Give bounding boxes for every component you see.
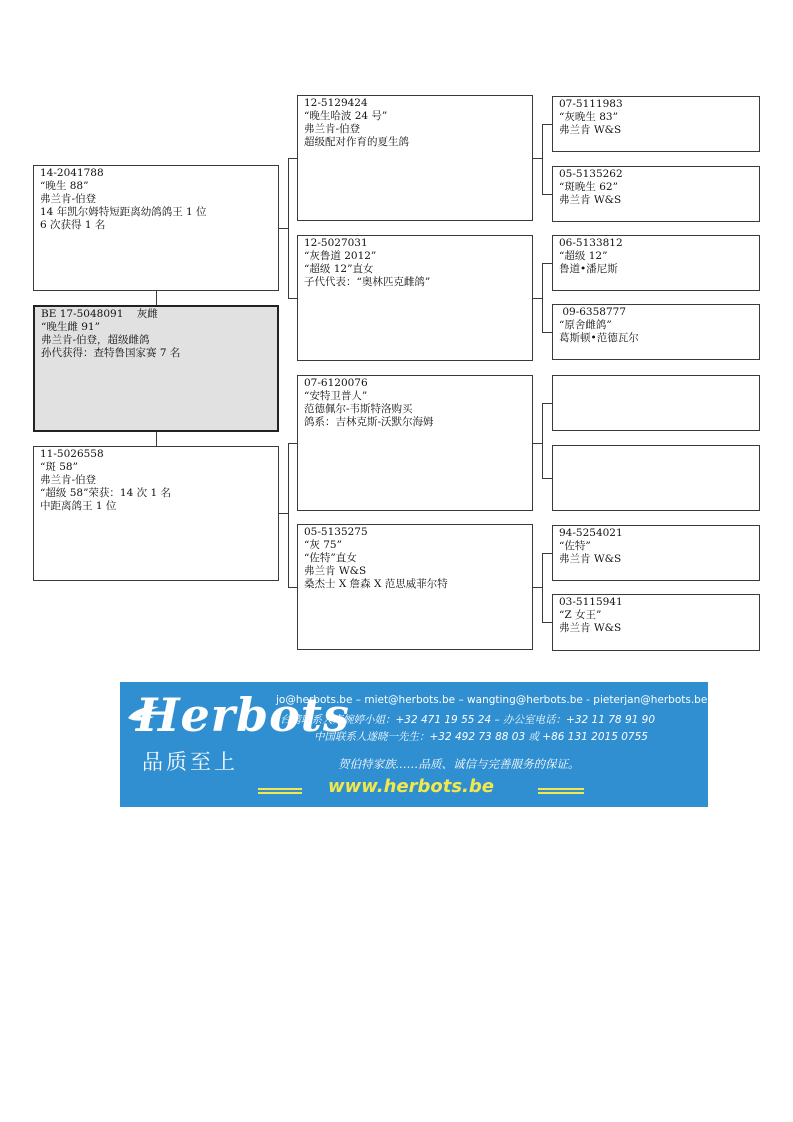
pedigree-line: 94-5254021 xyxy=(559,527,623,539)
pedigree-line: 弗兰肯-伯登 xyxy=(40,193,97,205)
connector-ds xyxy=(533,443,542,444)
connector-subject-dam xyxy=(156,432,157,446)
pedigree-line: 14 年凯尔姆特短距离幼鸽鸽王 1 位 xyxy=(40,206,207,218)
pedigree-line: “佐特”直女 xyxy=(304,552,357,564)
pedigree-line: 05-5135262 xyxy=(559,168,623,180)
pedigree-line: 6 次获得 1 名 xyxy=(40,219,106,231)
pedigree-line: 鸽系：吉林克斯-沃默尔海姆 xyxy=(304,416,434,428)
connector-sire-down xyxy=(288,298,297,299)
pedigree-line: BE 17-5048091 灰雌 xyxy=(41,308,158,320)
pedigree-line: “佐特” xyxy=(559,540,591,552)
pedigree-line: 超级配对作育的夏生鸽 xyxy=(304,136,409,148)
sds-box xyxy=(552,235,760,291)
dss-box xyxy=(552,375,760,431)
connector-dd xyxy=(533,587,542,588)
connector-sd-up xyxy=(542,263,552,264)
pedigree-line: 范德佩尔-韦斯特洛购买 xyxy=(304,403,413,415)
pedigree-line: 11-5026558 xyxy=(40,448,104,460)
ssd-box xyxy=(552,166,760,222)
pedigree-line: 弗兰肯 W&S xyxy=(304,565,367,577)
pedigree-line: 03-5115941 xyxy=(559,596,623,608)
connector-dam xyxy=(279,513,288,514)
pedigree-line: “晚生雌 91” xyxy=(41,321,100,333)
dam-sire-box xyxy=(297,375,533,511)
pedigree-line: 05-5135275 xyxy=(304,526,368,538)
taiwan-contact: 台湾联系人卢婉婷小姐：+32 471 19 55 24 – 办公室电话：+32 11 78 91 90 xyxy=(280,714,656,726)
connector-ds-up xyxy=(542,403,552,404)
pedigree-line: “晚生哈波 24 号” xyxy=(304,110,388,122)
sdd-box xyxy=(552,304,760,360)
connector-subject-sire xyxy=(156,291,157,305)
sire-sire-box xyxy=(297,95,533,221)
connector-dd-v xyxy=(542,553,543,622)
pedigree-line: 子代代表：“奥林匹克雌鸽” xyxy=(304,276,431,288)
pedigree-line: 弗兰肯 W&S xyxy=(559,124,622,136)
pedigree-line: “灰晚生 83” xyxy=(559,111,618,123)
sire-dam-box xyxy=(297,235,533,361)
pedigree-line: 12-5129424 xyxy=(304,97,368,109)
pedigree-line: 鲁道•潘尼斯 xyxy=(559,263,618,275)
pedigree-line: “斑 58” xyxy=(40,461,78,473)
sss-box xyxy=(552,96,760,152)
pedigree-line: 弗兰肯-伯登 xyxy=(40,474,97,486)
motto: 贺伯特家族……品质、诚信与完善服务的保证。 xyxy=(338,757,580,771)
pedigree-line: 桑杰士 X 詹森 X 范思威菲尔特 xyxy=(304,578,448,590)
connector-ss-up xyxy=(542,124,552,125)
pedigree-line: “晚生 88” xyxy=(40,180,89,192)
pedigree-line: “Z 女王” xyxy=(559,609,602,621)
pedigree-line: “灰鲁道 2012” xyxy=(304,250,377,262)
pedigree-line: 14-2041788 xyxy=(40,167,104,179)
dds-box xyxy=(552,525,760,581)
connector-dam-down xyxy=(288,587,297,588)
pedigree-line: 孙代获得：查特鲁国家赛 7 名 xyxy=(41,347,181,359)
pedigree-line: 葛斯顿•范德瓦尔 xyxy=(559,332,639,344)
connector-ss xyxy=(533,158,542,159)
connector-sd xyxy=(533,298,542,299)
website-link[interactable]: www.herbots.be xyxy=(328,776,494,797)
connector-dd-up xyxy=(542,553,552,554)
divider-right-2 xyxy=(538,792,584,794)
herbots-logo: Herbots xyxy=(136,688,350,742)
connector-sd-down xyxy=(542,332,552,333)
connector-sd-v xyxy=(542,263,543,332)
pedigree-line: 弗兰肯 W&S xyxy=(559,194,622,206)
connector-sire-v xyxy=(288,158,289,298)
connector-ss-down xyxy=(542,194,552,195)
pedigree-line: “安特卫普人” xyxy=(304,390,368,402)
divider-left xyxy=(258,788,302,790)
herbots-banner xyxy=(120,682,708,807)
pedigree-line: 弗兰肯 W&S xyxy=(559,622,622,634)
connector-ss-v xyxy=(542,124,543,194)
connector-ds-down xyxy=(542,478,552,479)
connector-dam-v xyxy=(288,443,289,587)
email-list: jo@herbots.be – miet@herbots.be – wangting@herbots.be - pieterjan@herbots.be xyxy=(276,694,708,706)
pedigree-line: 中距离鸽王 1 位 xyxy=(40,500,117,512)
sire-box xyxy=(33,165,279,291)
connector-dd-down xyxy=(542,622,552,623)
ddd-box xyxy=(552,594,760,651)
dam-box xyxy=(33,446,279,581)
pedigree-line: “原舍雌鸽” xyxy=(559,319,612,331)
pedigree-line: 07-6120076 xyxy=(304,377,368,389)
pedigree-line: 弗兰肯-伯登 xyxy=(304,123,361,135)
pedigree-line: “灰 75” xyxy=(304,539,342,551)
connector-dam-up xyxy=(288,443,297,444)
china-contact: 中国联系人遂晓一先生：+32 492 73 88 03 或 +86 131 2015 0755 xyxy=(314,731,648,743)
pedigree-line: “超级 12”直女 xyxy=(304,263,374,275)
dam-dam-box xyxy=(297,524,533,650)
pedigree-line: 06-5133812 xyxy=(559,237,623,249)
connector-sire xyxy=(279,228,288,229)
pedigree-line: 07-5111983 xyxy=(559,98,623,110)
connector-sire-up xyxy=(288,158,297,159)
pedigree-line: 弗兰肯 W&S xyxy=(559,553,622,565)
divider-left-2 xyxy=(258,792,302,794)
slogan: 品质至上 xyxy=(142,750,238,774)
pedigree-line: “超级 58”荣获：14 次 1 名 xyxy=(40,487,171,499)
pedigree-line: 09-6358777 xyxy=(559,306,627,318)
connector-ds-v xyxy=(542,403,543,478)
subject-box xyxy=(33,305,279,432)
pedigree-line: 弗兰肯-伯登，超级雌鸽 xyxy=(41,334,150,346)
divider-right xyxy=(538,788,584,790)
pedigree-line: “斑晚生 62” xyxy=(559,181,618,193)
dsd-box xyxy=(552,445,760,511)
pedigree-line: 12-5027031 xyxy=(304,237,368,249)
pedigree-line: “超级 12” xyxy=(559,250,608,262)
